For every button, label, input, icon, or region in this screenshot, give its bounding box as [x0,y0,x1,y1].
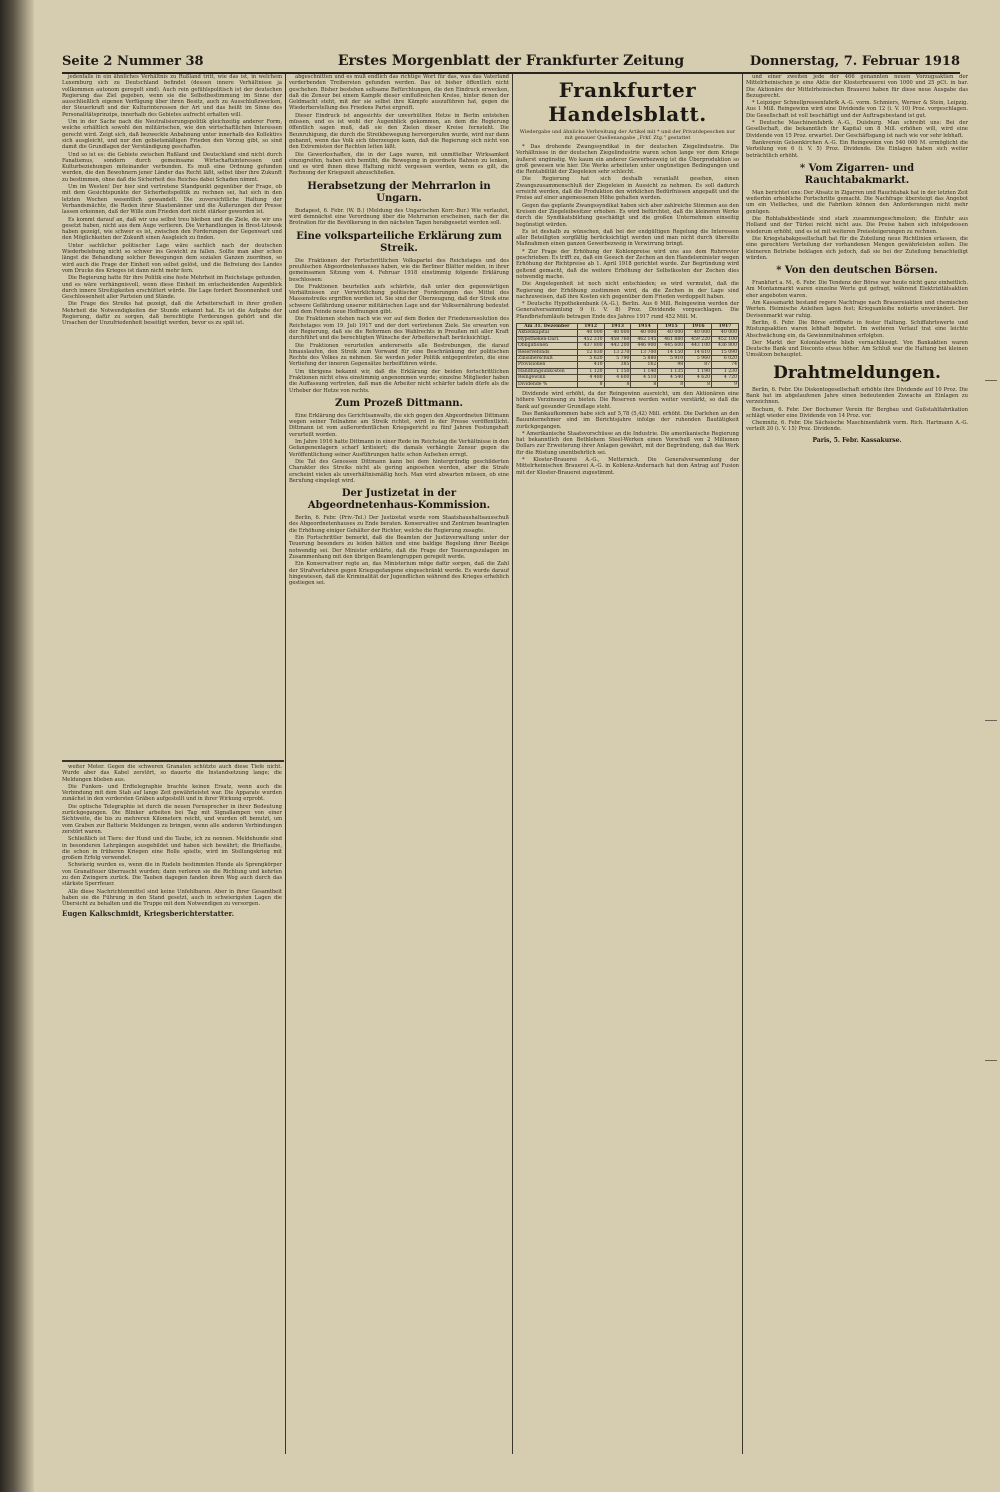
table-cell: 8 [577,381,604,387]
paragraph: Die Regierung hatte für ihre Politik eine feste Mehrheit im Reichstage gefunden, und es wäre verhängnisvoll, wenn diese Einheit im entscheidenden Augenblick durch innere Streitigkeiten erschüttert würde. Die Lage fordert Besonnenheit und Geschlossenheit aller Parteien und Stände. [62,275,282,301]
table-cell: 74 [712,362,739,368]
column-rule [62,760,284,762]
paragraph: Die Fraktionen stehen nach wie vor auf dem Boden der Friedensresolution des Reichstages vom 19. Juli 1917 und der dort vertretenen Ziele. Sie erwarten von der Regierung, daß sie die Reformen des Wahlrechts in Preußen mit aller Kraft durchführt und die berechtigten Wünsche der Arbeiterschaft berücksichtigt. [289,316,509,342]
column-rule [512,74,513,1454]
table-cell: 4 510 [631,375,658,381]
section-title: Frankfurter Handelsblatt. [548,78,707,126]
paragraph: Bankverein Gelsenkirchen A.-G. Ein Reingewinn von 540 000 M. ermöglicht die Verteilung von 6 (i. V. 5) Proz. Dividende. Die Einlagen haben sich weiter beträchtlich erhöht. [746,139,968,159]
paragraph: und einer zweiten jede der 466 genannten neuen Vorzugsaktien der Mittelrheinischen je eine Aktie der Klosterbrauerei von 1000 und 25 pCt. in bar. Die Aktionäre der Mittelrheinischen Brauerei haben für diese neue Ausgabe das Bezugsrecht. [746,74,968,99]
paragraph: * Deutsche Hypothekenbank (A.-G.), Berlin. Aus 6 Mill. Reingewinn werden der Generalversammlung 9 (i. V. 8) Proz. Dividende vorgeschlagen. Die Pfandbriefumläufe betragen Ende des Jahres 1917 rund 452 Mill. M. [516,301,739,320]
table-header-cell: 1917 [712,324,739,330]
paragraph: * Leipziger Schnellpressenfabrik A.-G. vorm. Schmiers, Werner & Stein, Leipzig. Aus 1 Mill. Reingewinn wird eine Dividende von 12 (i. V. 10) Proz. vorgeschlagen. Die Gesellschaft ist voll beschäftigt und der Auftragsbestand ist gut. [746,100,968,119]
column-3 [516,74,739,1454]
paragraph: Gegen das geplante Zwangssyndikat haben sich aber zahlreiche Stimmen aus den Kreisen der Ziegeleibesitzer erhoben. Es wird befürchtet, daß die kleineren Werke durch die Syndikatsbildung geschädigt und die großen Unternehmen einseitig begünstigt würden. [516,202,739,228]
table-cell: 13 270 [604,349,631,355]
table-body [517,330,739,388]
table-cell: 1 135 [658,368,685,374]
paragraph: Die Rohtabakbestände sind stark zusammengeschmolzen; die Einfuhr aus Holland und der Türkei reicht nicht aus. Die Preise haben sich infolgedessen wiederum erhöht, und es ist mit weiteren Preissteigerungen zu rechnen. [746,216,968,235]
table-cell: 15 090 [712,349,739,355]
table-cell: 40 000 [604,330,631,336]
table-cell: 4 720 [712,375,739,381]
paragraph: Das Bankaufkommen habe sich auf 5,78 (5,42) Mill. erhöht. Die Darlehen an den Bauunternehmer sind im Berichtsjahre infolge der ruhenden Bautätigkeit zurückgegangen. [516,410,739,430]
table-cell: 40 000 [631,330,658,336]
paragraph: Die Fraktionen beurteilen aufs schärfste, daß unter den gegenwärtigen Verhältnissen zur Verwirklichung politischer Forderungen das Mittel des Massenstreiks ergriffen worden ist. Sie sind der Überzeugung, daß der Streik eine schwere Gefährdung unserer militärischen Lage und der Volksernährung bedeutet und dem Feinde neue Hoffnungen gibt. [289,283,509,316]
paragraph: * Deutsche Maschinenfabrik A.-G., Duisburg. Man schreibt uns: Bei der Gesellschaft, die bekanntlich ihr Kapital um 8 Mill. erhöhen will, wird eine Dividende von 15 Proz. erwartet. Der Geschäftsgang ist nach wie vor sehr lebhaft. [746,120,968,139]
table-cell: Obligationen [517,343,578,349]
paragraph: Eine Erklärung des Gerichtsanwalts, die sich gegen den Abgeordneten Dittmann wegen seiner Teilnahme am Streik richtet, wird in der Presse veröffentlicht. Dittmann ist vom außerordentlichen Kriegsgericht zu fünf Jahren Festungshaft verurteilt worden. [289,412,509,438]
paragraph: Dieser Eindruck ist angesichts der unverhüllten Hetze in Berlin entstehen müssen, und es ist wohl der Augenblick gekommen, an dem die Regierung öffentlich sagen muß, daß sie den Zielen dieser Kreise fernsteht. Die Beunruhigung, die durch die Streikbewegung hervorgerufen wurde, wird nur dann gebannt, wenn das Volk sich überzeugen kann, daß die Regierung sich nicht von den Extremisten der Rechten leiten läßt. [289,112,509,151]
article-headline: * Von den deutschen Börsen. [776,265,938,277]
bank-statistics-table [516,323,739,388]
table-cell: 8 [658,381,685,387]
paragraph: Die Angelegenheit ist noch nicht entschieden; es wird vermutet, daß die Regierung der Erhöhung zustimmen wird, da die Zechen in der Lage sind nachzuweisen, daß ihre Kosten sich gegenüber dem Frieden verdoppelt haben. [516,281,739,300]
paragraph: Bochum, 6. Febr. Der Bochumer Verein für Bergbau und Gußstahlfabrikation schlägt wieder eine Dividende von 14 Proz. vor. [746,406,968,419]
table-cell: 436 800 [712,343,739,349]
table-cell: 445 600 [658,343,685,349]
paragraph: Schließlich ist Tiere: der Hund und die Taube, ich zu nennen. Meldehunde sind in besonderen Lehrgängen ausgebildet und haben sich bewährt; die Brieftaube, die schon in früheren Kriegen eine Rolle spielte, wird im Stellungskrieg mit großem Erfolg verwendet. [62,836,282,862]
table-header-cell: Am 31. Dezember [517,324,578,330]
paragraph: Die Kriegstabakgesellschaft hat für die Zuteilung neue Richtlinien erlassen, die eine gerechtere Verteilung der vorhandenen Mengen gewährleisten sollen. Die kleineren Betriebe beklagen sich jedoch, daß sie bei der Zuteilung benachteiligt würden. [746,235,968,261]
table-cell: 452 310 [577,336,604,342]
table-cell: 12 830 [577,349,604,355]
column-rule [742,74,743,1454]
table-cell: 410 [577,362,604,368]
table-cell: 1 120 [577,368,604,374]
table-cell: 437 800 [577,343,604,349]
paragraph: Berlin, 6. Febr. Die Börse eröffnete in fester Haltung. Schiffahrtswerte und Rüstungsaktien waren lebhaft begehrt. Im weiteren Verlauf trat eine leichte Abschwächung ein, da Gewinnmitnahmen erfolgten. [746,319,968,339]
paragraph: Und so ist es: die Gebiete zwischen Rußland und Deutschland sind nicht durch Fanatismus, sondern durch gemeinsame Wirtschaftsinteressen und Kulturbeziehungen miteinander verbunden. Es muß eine Ordnung gefunden werden, die den Bewohnern jener Länder das Recht läßt, selbst über ihre Zukunft zu bestimmen, ohne daß die Sicherheit des Reiches dabei Schaden nimmt. [62,151,282,183]
paragraph: Die Funken- und Erdtelegraphie brachte keinen Ersatz, wenn auch die Verbindung mit dem Stab auf lange Zeit gewährleistet war. Die Apparate wurden zunächst in den vordersten Gräben aufgestellt und in ihrer Wirkung erprobt. [62,783,282,803]
table-cell: Reservefonds [517,349,578,355]
table-cell: 40 000 [685,330,712,336]
table-header-cell: 1912 [577,324,604,330]
paragraph: Es kommt darauf an, daß wir uns selbst treu bleiben und die Ziele, die wir uns gesetzt haben, nicht aus dem Auge verlieren. Die Verhandlungen in Brest-Litowsk haben gezeigt, wie schwer es ist, zwischen den Forderungen der Gegenwart und den Möglichkeiten der Zukunft einen Ausgleich zu finden. [62,216,282,242]
book-binding [0,0,34,1492]
table-cell: 458 760 [604,336,631,342]
table-cell: 5 880 [631,356,658,362]
paragraph: * Kloster-Brauerei A.-G., Metternich. Die Generalversammlung der Mittelrheinischen Brauerei A.-G. in Koblenz-Andernach hat dem Antrag auf Fusion mit der Kloster-Brauerei zugestimmt. [516,457,739,476]
table-row [517,381,739,387]
table-cell: 98 [658,362,685,368]
article-headline: Der Justizetat in der Abgeordnetenhaus-Kommission. [307,488,491,512]
paragraph: Schwierig wurden es, wenn die in Rudeln bestimmten Hunde als Sprengkörper von Granatfeuer überrascht wurden; dann verloren sie die Richtung und kehrten zu den Zwingern zurück. Die Tauben dagegen fanden ihren Weg auch durch das stärkste Sperrfeuer. [62,862,282,888]
table-cell: 4 600 [604,375,631,381]
paragraph: Ein Fortschrittler bemerkt, daß die Beamten der Justizverwaltung unter der Teuerung besonders zu leiden hätten und eine baldige Regelung ihrer Bezüge notwendig sei. Der Minister erklärte, daß die Frage der Teuerungszulagen im Zusammenhang mit den übrigen Beamtengruppen geregelt werde. [289,535,509,560]
paragraph: Die Fraktionen verurteilen andererseits alle Bestrebungen, die darauf hinauslaufen, den Streik zum Vorwand für eine Beschränkung der politischen Rechte des Volkes zu nehmen. Sie werden jeder Politik entgegentreten, die eine Vertiefung der inneren Gegensätze herbeiführen würde. [289,342,509,368]
paris-rates-title: Paris, 5. Febr. Kassakurse. [812,436,902,444]
table-cell: 446 900 [631,343,658,349]
table-cell: 443 200 [604,343,631,349]
table-cell: 5 620 [577,356,604,362]
paragraph: Dividende wird erhöht, da der Reingewinn ausreicht, um den Aktionären eine höhere Verzinsung zu bieten. Die Reserven werden weiter verstärkt, so daß die Bank auf gesunder Grundlage steht. [516,391,739,410]
column-4 [746,74,968,1454]
table-cell: 462 145 [631,336,658,342]
table-cell: Handlungsunkosten [517,368,578,374]
table-cell: 8 [631,381,658,387]
column-2 [289,74,509,1454]
paragraph: Unter sachlicher politischer Lage wäre sachlich nach der deutschen Wiederbelebung nicht so schwer ins Gewicht zu fallen. Sollte man aber schon längst die Behandlung solcher Bewegungen dem sozialen Ganzen zuordnen, so wird auch die Frage der Einheit von selbst gelöst, und die Befreiung des Landes vom Drucke des Krieges ist dann nicht mehr fern. [62,242,282,274]
wire-reports-title: Drahtmeldungen. [773,362,941,383]
table-cell: 14 610 [685,349,712,355]
table-cell: 40 000 [712,330,739,336]
paragraph: Die Gewerkschaften, die in der Lage waren, mit unmittelbar Wirksamkeit einzugreifen, haben sich bemüht, die Bewegung in geordnete Bahnen zu lenken, und es wird ihnen diese Haltung nicht vergessen werden, wenn es gilt, die Rechnung der Kriegszeit abzuschließen. [289,151,509,177]
section-subtitle: Wiedergabe und ähnliche Verbreitung der Artikel mit * und der Privatdepeschen nur mit genauer Quellenangabe „Frkf. Ztg.“ gestattet [519,129,736,141]
table-cell: 40 000 [658,330,685,336]
table-cell: Aktienkapital [517,330,578,336]
paragraph: Um in der Sache nach die Neutralisierungspolitik gleichzeitig anderer Form, welche erhältlich sowohl den militärischen, wie den wirtschaftlichen Interessen gerecht wird. Zeigt sich, daß bezweckte Anbahnung unter innerhalb des Kollektivs sich ausgleicht, und nur den gebietsmäßigen Frieden den Vorzug gibt, so sind damit die Grundlagen der Verständigung geschaffen. [62,119,282,151]
article-headline: Eine volksparteiliche Erklärung zum Streik. [296,230,502,254]
margin-mark [985,720,997,721]
table-cell: Reingewinn [517,375,578,381]
column-1-upper [62,74,282,327]
author-signature: Eugen Kalkschmidt, Kriegsberichterstatter. [62,908,235,918]
table-row [517,349,739,355]
paragraph: Um im Westen! Der hier sind vertretene Standpunkt gegenüber der Frage, ob mit dem Gesichtspunkte der Sicherheitspolitik zu rechnen sei, hat sich in den letzten Wochen wesentlich gewandelt. Die zuversichtliche Haltung der Verbandsmächte, die Reden ihrer Staatsmänner und die Äußerungen der Presse lassen erkennen, daß der Wille zum Frieden dort nicht stärker geworden ist. [62,184,282,216]
table-cell: Hypotheken-Darl. [517,336,578,342]
table-cell: 4 620 [685,375,712,381]
table-cell: 1 230 [712,368,739,374]
table-cell: 443 100 [685,343,712,349]
table-cell: 5 960 [685,356,712,362]
paragraph: * Zur Frage der Erhöhung der Kohlenpreise wird uns aus dem Ruhrrevier geschrieben: Es trifft zu, daß ein Gesuch der Zechen an den Handelsminister wegen Erhöhung der Richtpreise ab 1. April 1918 gerichtet wurde. Zur Begründung wird geltend gemacht, daß die weitere Erhöhung der Selbstkosten der Zechen dies notwendig mache. [516,248,739,280]
paragraph: * Das drohende Zwangssyndikat in der deutschen Ziegelindustrie. Die Verhältnisse in der deutschen Ziegelindustrie waren schon lange vor dem Kriege äußerst ungünstig. Wo kaum ein anderer Gewerbezweig ist die Überproduktion so groß gewesen wie hier. Die Werke arbeiteten unter ungünstigen Bedingungen und die Rentabilität der Ziegeleien sehr schlecht. [516,144,739,176]
paragraph: abgeschnitten und es muß endlich das richtige Wort für das, was das Vaterland verderbenden Treibereien gefunden werden. Das ist bisher öffentlich nicht geschehen. Bisher bestehen seltsame Befürchtungen, die den Eindruck erwecken, daß die Zensur bei einem Kampfe dieser einflußreichen Kreise, hinter denen der Geldmacht steht, mit der sie selbst ihre Kämpfe auszuführen hat, gegen die Wiederherstellung des Friedens Partei ergreift. [289,74,509,112]
paragraph: Die Fraktionen der Fortschrittlichen Volkspartei des Reichstages und des preußischen Abgeordnetenhauses haben, wie die Berliner Blätter melden, in ihrer gemeinsamen Sitzung vom 4. Februar 1918 einstimmig folgende Erklärung beschlossen: [289,257,509,283]
table-header-cell: 1916 [685,324,712,330]
table-cell: 461 880 [658,336,685,342]
table-cell: 40 000 [577,330,604,336]
article-headline: Herabsetzung der Mehrrarlon in Ungarn. [307,180,491,204]
table-cell: 9 [712,381,739,387]
table-cell: 452 100 [712,336,739,342]
table-row [517,336,739,342]
table-cell: 14 150 [658,349,685,355]
paragraph: Die optische Telegraphie ist durch die neuen Fernsprecher in ihrer Bedeutung zurückgegangen. Die Blinker arbeiten bei Tag mit Signallampen von einer Sichtweite, die bis zu mehreren Kilometern reicht, und wurden oft benutzt, um vom Graben zur Batterie Meldungen zu bringen, wenn alle anderen Verbindungen zerstört waren. [62,803,282,835]
table-cell: 1 150 [604,368,631,374]
table-cell: 4 540 [658,375,685,381]
table-cell: Zinsüberschuß [517,356,578,362]
paragraph: Um übrigens bekannt wir, daß die Erklärung der beiden fortschrittlichen Fraktionen nicht etwa einstimmig angenommen wurde; einzelne Mitglieder haben die Auffassung vertreten, daß man die Arbeiter nicht schärfer tadeln dürfe als die Urheber der Hetze von rechts. [289,368,509,394]
paragraph: Im Jahre 1916 hatte Dittmann in einer Rede im Reichstag die Verhältnisse in den Gefangenenlagern scharf kritisiert; die damals verhängte Zensur gegen die Veröffentlichung seiner Ausführungen hatte schon Aufsehen erregt. [289,439,509,458]
column-1 [62,74,282,758]
table-cell: 13 700 [631,349,658,355]
page-header [62,52,960,74]
table-cell: 6 020 [712,356,739,362]
paragraph: jedenfalls in ein ähnliches Verhältnis zu Rußland tritt, wie das ist, in welchem Luxemburg sich zu Deutschland befindet (dessen innere Verhältnisse ja vollkommen autonom geregelt sind). Auch rein gefühlspolitisch ist der deutschen Regierung das Ziel gegeben, wenn sie die Selbstbestimmung im Sinne der ausschließlich eigenen Verfügung über ihren Besitz, auch zu Ausschlußzwecken, der Steuerkraft und der Kulturinteressen der Art und das heißt im Sinne des Personalitätsprinzips, innerhalb des Gebietes aufrecht erhalten will. [62,74,282,118]
table-cell: 4 480 [577,375,604,381]
paragraph: Am Kassamarkt bestand regere Nachfrage nach Brauereiaktien und chemischen Werten. Heimische Anleihen lagen fest; Kriegsanleihe notierte unverändert. Der Devisenmarkt war ruhig. [746,300,968,319]
table-cell: 385 [604,362,631,368]
table-header-cell: 1913 [604,324,631,330]
masthead-running-title: Erstes Morgenblatt der Frankfurter Zeitung [337,53,685,69]
paragraph: Der Markt der Kolonialwerte blieb vernachlässigt. Von Bankaktien waren Deutsche Bank und Disconto etwas höher. Am Schluß war die Haltung bei kleinen Umsätzen behauptet. [746,339,968,359]
paragraph: weiter Meter. Gegen die schweren Granaten schützte auch diese Tiefe nicht. Wurde aber das Kabel zerstört, so dauerte die Instandsetzung lange; die Meldungen blieben aus. [62,764,282,783]
table-header-cell: 1914 [631,324,658,330]
page-number: Seite 2 Nummer 38 [62,54,204,69]
paragraph: Budapest, 6. Febr. (W. B.) (Meldung des Ungarischen Korr.-Bur.) Wie verlautet, wird demnächst eine Verordnung über die Mehrrarion erscheinen, nach der die Brotration für die Bevölkerung in den nächsten Tagen herabgesetzt werden soll. [289,207,509,227]
table-header-cell: 1915 [658,324,685,330]
paragraph: Es ist deshalb zu wünschen, daß bei der endgültigen Regelung die Interessen aller Beteiligten sorgfältig berücksichtigt werden und man nicht durch übereilte Maßnahmen einen ganzen Gewerbezweig in Verwirrung bringt. [516,228,739,248]
paragraph: Alle diese Nachrichtenmittel sind keine Unfehlbaren. Aber in ihrer Gesamtheit haben sie die Führung in den Stand gesetzt, auch in schwierigsten Lagen die Übersicht zu behalten und die Truppe mit dem Notwendigen zu versorgen. [62,888,282,908]
column-1-lower [62,764,282,1454]
article-headline: * Vom Zigarren- und Rauchtabakmarkt. [799,162,915,186]
table-cell: Provisionen [517,362,578,368]
table-cell: Dividende % [517,381,578,387]
table-row [517,356,739,362]
table-cell: 5 790 [604,356,631,362]
paragraph: Man berichtet uns: Der Absatz in Zigarren und Rauchtabak hat in der letzten Zeit weiterhin erhebliche Fortschritte gemacht. Die Nachfrage übersteigt das Angebot um ein Vielfaches, und die Fabriken können den Anforderungen nicht mehr genügen. [746,189,968,215]
table-row [517,368,739,374]
paragraph: Frankfurt a. M., 6. Febr. Die Tendenz der Börse war heute nicht ganz einheitlich. Am Montanmarkt waren einzelne Werte gut gefragt, während Elektrizitätsaktien eher angeboten waren. [746,280,968,299]
table-cell: 459 220 [685,336,712,342]
table-cell: 8 [685,381,712,387]
table-cell: 87 [685,362,712,368]
table-cell: 1 190 [685,368,712,374]
table-cell: 162 [631,362,658,368]
paragraph: Chemnitz, 6. Febr. Die Sächsische Maschinenfabrik vorm. Rich. Hartmann A.-G. verteilt 20 (i. V. 15) Proz. Dividende. [746,420,968,433]
column-rule [285,74,286,1454]
paragraph: Berlin, 6. Febr. Die Diskontogesellschaft erhöhte ihre Dividende auf 10 Proz. Die Bank hat im abgelaufenen Jahre einen bedeutenden Zuwachs an Einlagen zu verzeichnen. [746,386,968,406]
paragraph: Die Tat des Genossen Dittmann kann bei dem hintergründig geschilderten Charakter des Streiks nicht als gering angesehen werden, aber die Strafe erscheint vielen als unverhältnismäßig hoch. Man wird abwarten müssen, ob eine Berufung eingelegt wird. [289,458,509,484]
paragraph: * Amerikanische Staatsvorschüsse an die Industrie. Die amerikanische Regierung hat bekanntlich den Bethlehem Steel-Werken einen Vorschuß von 2 Millionen Dollars zur Erweiterung ihrer Anlagen gewährt, mit der Begründung, daß das Werk für die Rüstung unentbehrlich sei. [516,430,739,456]
paragraph: Die Regierung hat sich deshalb veranlaßt gesehen, einen Zwangszusammenschluß der Ziegeleien in Aussicht zu nehmen. Es soll dadurch erreicht werden, daß die Produktion den wirklichen Bedürfnissen angepaßt und die Preise auf einer angemessenen Höhe gehalten werden. [516,176,739,202]
article-headline: Zum Prozeß Dittmann. [334,397,463,409]
table-cell: 5 910 [658,356,685,362]
margin-mark [985,380,997,381]
paragraph: Ein Konservativer regte an, das Ministerium möge dafür sorgen, daß die Zahl der Strafverfahren gegen Kriegsgefangene eingeschränkt werde. Es wurde darauf hingewiesen, daß die Kriminalität der Jugendlichen während des Krieges erheblich gestiegen sei. [289,561,509,587]
issue-date: Donnerstag, 7. Februar 1918 [749,54,960,69]
paragraph: Berlin, 6. Febr. (Priv.-Tel.) Der Justizetat wurde vom Staatshaushaltsausschuß des Abgeordnetenhauses zu Ende beraten. Konservative und Zentrum beantragten die Erhöhung einiger Gehälter der Richter, welche die Regierung zusagte. [289,515,509,534]
table-cell: 8 [604,381,631,387]
table-cell: 1 140 [631,368,658,374]
paragraph: Die Frage des Streiks hat gezeigt, daß die Arbeiterschaft in ihrer großen Mehrheit die Notwendigkeiten der Stunde erkannt hat. Es ist die Aufgabe der Regierung, dafür zu sorgen, daß berechtigte Forderungen gehört und die Ursachen der Unzufriedenheit beseitigt werden, bevor es zu spät ist. [62,301,282,327]
margin-mark [985,1060,997,1061]
